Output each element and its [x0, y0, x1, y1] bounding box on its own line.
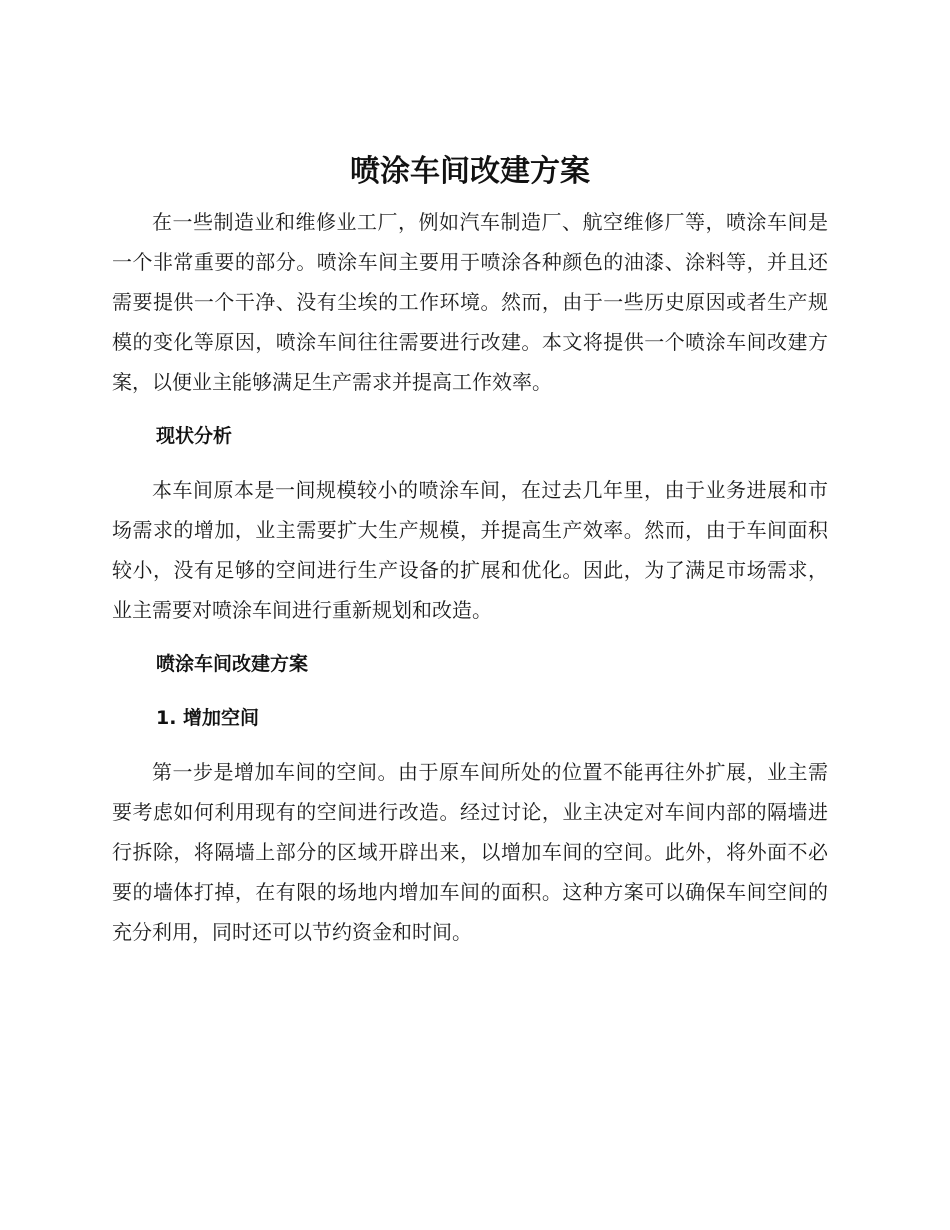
subheading-increase-space: 1. 增加空间	[156, 707, 260, 729]
document-title: 喷涂车间改建方案	[350, 154, 590, 189]
document-page	[112, 148, 828, 952]
section-heading-status-analysis: 现状分析	[156, 425, 233, 447]
intro-paragraph: 在一些制造业和维修业工厂，例如汽车制造厂、航空维修厂等，喷涂车间是一个非常重要的部分。喷涂车间主要用于喷涂各种颜色的油漆、涂料等，并且还需要提供一个干净、没有尘埃的工作环境。然而，由于一些历史原因或者生产规模的变化等原因，喷涂车间往往需要进行改建。本文将提供一个喷涂车间改建方案，以便业主能够满足生产需求并提高工作效率。	[112, 210, 828, 394]
status-analysis-paragraph: 本车间原本是一间规模较小的喷涂车间，在过去几年里，由于业务进展和市场需求的增加，业主需要扩大生产规模，并提高生产效率。然而，由于车间面积较小，没有足够的空间进行生产设备的扩展和优化。因此，为了满足市场需求，业主需要对喷涂车间进行重新规划和改造。	[112, 478, 828, 622]
increase-space-paragraph: 第一步是增加车间的空间。由于原车间所处的位置不能再往外扩展，业主需要考虑如何利用现有的空间进行改造。经过讨论，业主决定对车间内部的隔墙进行拆除，将隔墙上部分的区域开辟出来，以增加车间的空间。此外，将外面不必要的墙体打掉，在有限的场地内增加车间的面积。这种方案可以确保车间空间的充分利用，同时还可以节约资金和时间。	[112, 760, 828, 944]
section-heading-renovation-plan: 喷涂车间改建方案	[156, 653, 309, 675]
